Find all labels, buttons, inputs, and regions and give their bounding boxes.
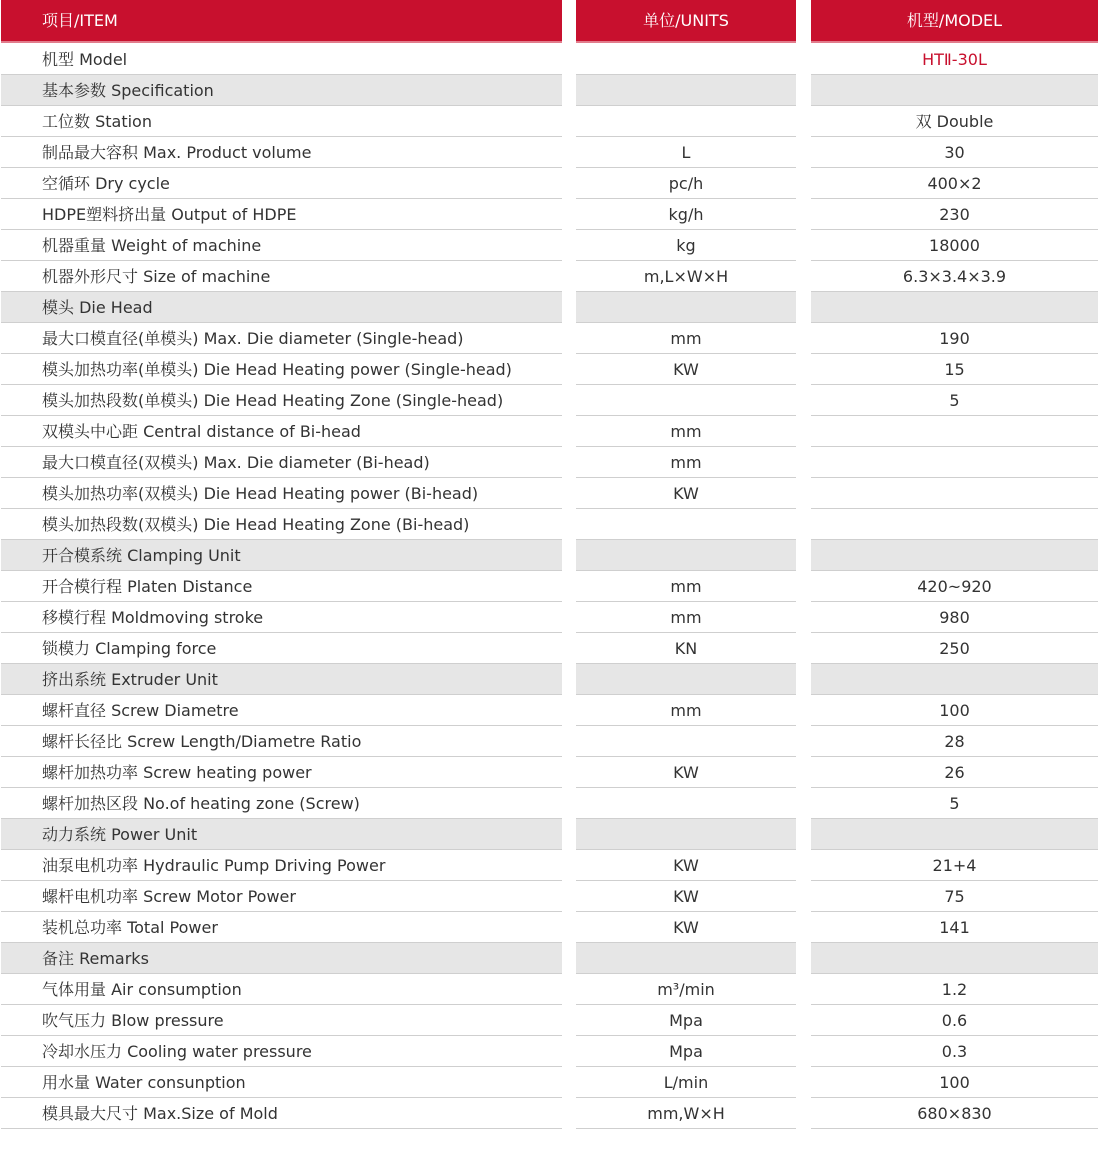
- unit-cell: [576, 788, 796, 819]
- model-value-cell: HTⅡ-30L: [811, 44, 1098, 75]
- unit-cell: KW: [576, 354, 796, 385]
- unit-cell: Mpa: [576, 1005, 796, 1036]
- unit-cell: KW: [576, 881, 796, 912]
- section-header-item-cell: 备注 Remarks: [1, 943, 562, 974]
- item-cell: 气体用量 Air consumption: [1, 974, 562, 1005]
- section-header-model-value-cell: [811, 943, 1098, 974]
- section-header-unit-cell: [576, 819, 796, 850]
- item-cell: 装机总功率 Total Power: [1, 912, 562, 943]
- item-cell: 吹气压力 Blow pressure: [1, 1005, 562, 1036]
- model-value-cell: 420~920: [811, 571, 1098, 602]
- unit-cell: [576, 385, 796, 416]
- item-cell: 模头加热段数(双模头) Die Head Heating Zone (Bi-head): [1, 509, 562, 540]
- item-cell: 螺杆加热区段 No.of heating zone (Screw): [1, 788, 562, 819]
- model-value-cell: [811, 447, 1098, 478]
- model-column-header: 机型/MODEL: [811, 0, 1098, 41]
- section-header-unit-cell: [576, 664, 796, 695]
- section-header-item-cell: 基本参数 Specification: [1, 75, 562, 106]
- model-value-cell: [811, 509, 1098, 540]
- model-value-cell: 28: [811, 726, 1098, 757]
- section-header-unit-cell: [576, 75, 796, 106]
- section-header-model-value-cell: [811, 664, 1098, 695]
- section-header-item-cell: 挤出系统 Extruder Unit: [1, 664, 562, 695]
- item-cell: 冷却水压力 Cooling water pressure: [1, 1036, 562, 1067]
- item-cell: 模头加热功率(双模头) Die Head Heating power (Bi-head): [1, 478, 562, 509]
- model-value-cell: 230: [811, 199, 1098, 230]
- section-header-item-cell: 模头 Die Head: [1, 292, 562, 323]
- item-cell: 空循环 Dry cycle: [1, 168, 562, 199]
- unit-column: [576, 0, 796, 1129]
- item-cell: 机型 Model: [1, 44, 562, 75]
- section-header-model-value-cell: [811, 540, 1098, 571]
- model-value-cell: 680×830: [811, 1098, 1098, 1129]
- unit-cell: mm: [576, 323, 796, 354]
- unit-cell: mm: [576, 695, 796, 726]
- item-cell: 螺杆电机功率 Screw Motor Power: [1, 881, 562, 912]
- unit-cell: KW: [576, 478, 796, 509]
- unit-cell: m,L×W×H: [576, 261, 796, 292]
- model-value-cell: 75: [811, 881, 1098, 912]
- model-column: [811, 0, 1098, 1129]
- item-cell: 模头加热功率(单模头) Die Head Heating power (Single-head): [1, 354, 562, 385]
- item-cell: 油泵电机功率 Hydraulic Pump Driving Power: [1, 850, 562, 881]
- unit-cell: mm: [576, 447, 796, 478]
- model-value-cell: [811, 416, 1098, 447]
- model-value-cell: 21+4: [811, 850, 1098, 881]
- item-cell: 用水量 Water consunption: [1, 1067, 562, 1098]
- model-value-cell: 400×2: [811, 168, 1098, 199]
- model-value-cell: 100: [811, 695, 1098, 726]
- item-cell: 模头加热段数(单模头) Die Head Heating Zone (Single-head): [1, 385, 562, 416]
- model-value-cell: 6.3×3.4×3.9: [811, 261, 1098, 292]
- unit-cell: [576, 44, 796, 75]
- unit-cell: Mpa: [576, 1036, 796, 1067]
- model-value-cell: 0.6: [811, 1005, 1098, 1036]
- model-value-cell: [811, 478, 1098, 509]
- model-value-cell: 双 Double: [811, 106, 1098, 137]
- unit-header-divider: [576, 41, 796, 43]
- item-header-divider: [1, 41, 562, 43]
- model-rows: [811, 44, 1098, 1129]
- item-cell: 制品最大容积 Max. Product volume: [1, 137, 562, 168]
- unit-cell: kg/h: [576, 199, 796, 230]
- unit-cell: mm,W×H: [576, 1098, 796, 1129]
- unit-cell: mm: [576, 571, 796, 602]
- unit-cell: L: [576, 137, 796, 168]
- item-cell: 工位数 Station: [1, 106, 562, 137]
- item-cell: 双模头中心距 Central distance of Bi-head: [1, 416, 562, 447]
- unit-cell: KW: [576, 850, 796, 881]
- item-cell: HDPE塑料挤出量 Output of HDPE: [1, 199, 562, 230]
- item-cell: 最大口模直径(单模头) Max. Die diameter (Single-head): [1, 323, 562, 354]
- unit-cell: KW: [576, 757, 796, 788]
- section-header-unit-cell: [576, 943, 796, 974]
- item-cell: 螺杆加热功率 Screw heating power: [1, 757, 562, 788]
- item-cell: 开合模行程 Platen Distance: [1, 571, 562, 602]
- model-value-cell: 5: [811, 385, 1098, 416]
- item-cell: 模具最大尺寸 Max.Size of Mold: [1, 1098, 562, 1129]
- model-value-cell: 30: [811, 137, 1098, 168]
- section-header-model-value-cell: [811, 819, 1098, 850]
- unit-cell: kg: [576, 230, 796, 261]
- model-value-cell: 141: [811, 912, 1098, 943]
- unit-cell: L/min: [576, 1067, 796, 1098]
- unit-column-header: 单位/UNITS: [576, 0, 796, 41]
- section-header-unit-cell: [576, 292, 796, 323]
- unit-cell: mm: [576, 602, 796, 633]
- model-header-divider: [811, 41, 1098, 43]
- item-cell: 锁模力 Clamping force: [1, 633, 562, 664]
- unit-cell: pc/h: [576, 168, 796, 199]
- section-header-item-cell: 开合模系统 Clamping Unit: [1, 540, 562, 571]
- unit-cell: [576, 106, 796, 137]
- model-value-cell: 190: [811, 323, 1098, 354]
- section-header-unit-cell: [576, 540, 796, 571]
- item-rows: [1, 44, 562, 1129]
- unit-cell: [576, 509, 796, 540]
- unit-cell: [576, 726, 796, 757]
- item-cell: 最大口模直径(双模头) Max. Die diameter (Bi-head): [1, 447, 562, 478]
- model-value-cell: 0.3: [811, 1036, 1098, 1067]
- model-value-cell: 5: [811, 788, 1098, 819]
- item-cell: 机器外形尺寸 Size of machine: [1, 261, 562, 292]
- section-header-model-value-cell: [811, 292, 1098, 323]
- item-cell: 机器重量 Weight of machine: [1, 230, 562, 261]
- section-header-model-value-cell: [811, 75, 1098, 106]
- model-value-cell: 100: [811, 1067, 1098, 1098]
- unit-cell: mm: [576, 416, 796, 447]
- model-value-cell: 18000: [811, 230, 1098, 261]
- model-value-cell: 980: [811, 602, 1098, 633]
- item-column: [1, 0, 562, 1129]
- model-value-cell: 1.2: [811, 974, 1098, 1005]
- section-header-item-cell: 动力系统 Power Unit: [1, 819, 562, 850]
- item-column-header: 项目/ITEM: [1, 0, 562, 41]
- unit-cell: KW: [576, 912, 796, 943]
- model-value-cell: 250: [811, 633, 1098, 664]
- model-value-cell: 15: [811, 354, 1098, 385]
- unit-cell: KN: [576, 633, 796, 664]
- unit-rows: [576, 44, 796, 1129]
- item-cell: 螺杆直径 Screw Diametre: [1, 695, 562, 726]
- item-cell: 移模行程 Moldmoving stroke: [1, 602, 562, 633]
- unit-cell: m³/min: [576, 974, 796, 1005]
- item-cell: 螺杆长径比 Screw Length/Diametre Ratio: [1, 726, 562, 757]
- model-value-cell: 26: [811, 757, 1098, 788]
